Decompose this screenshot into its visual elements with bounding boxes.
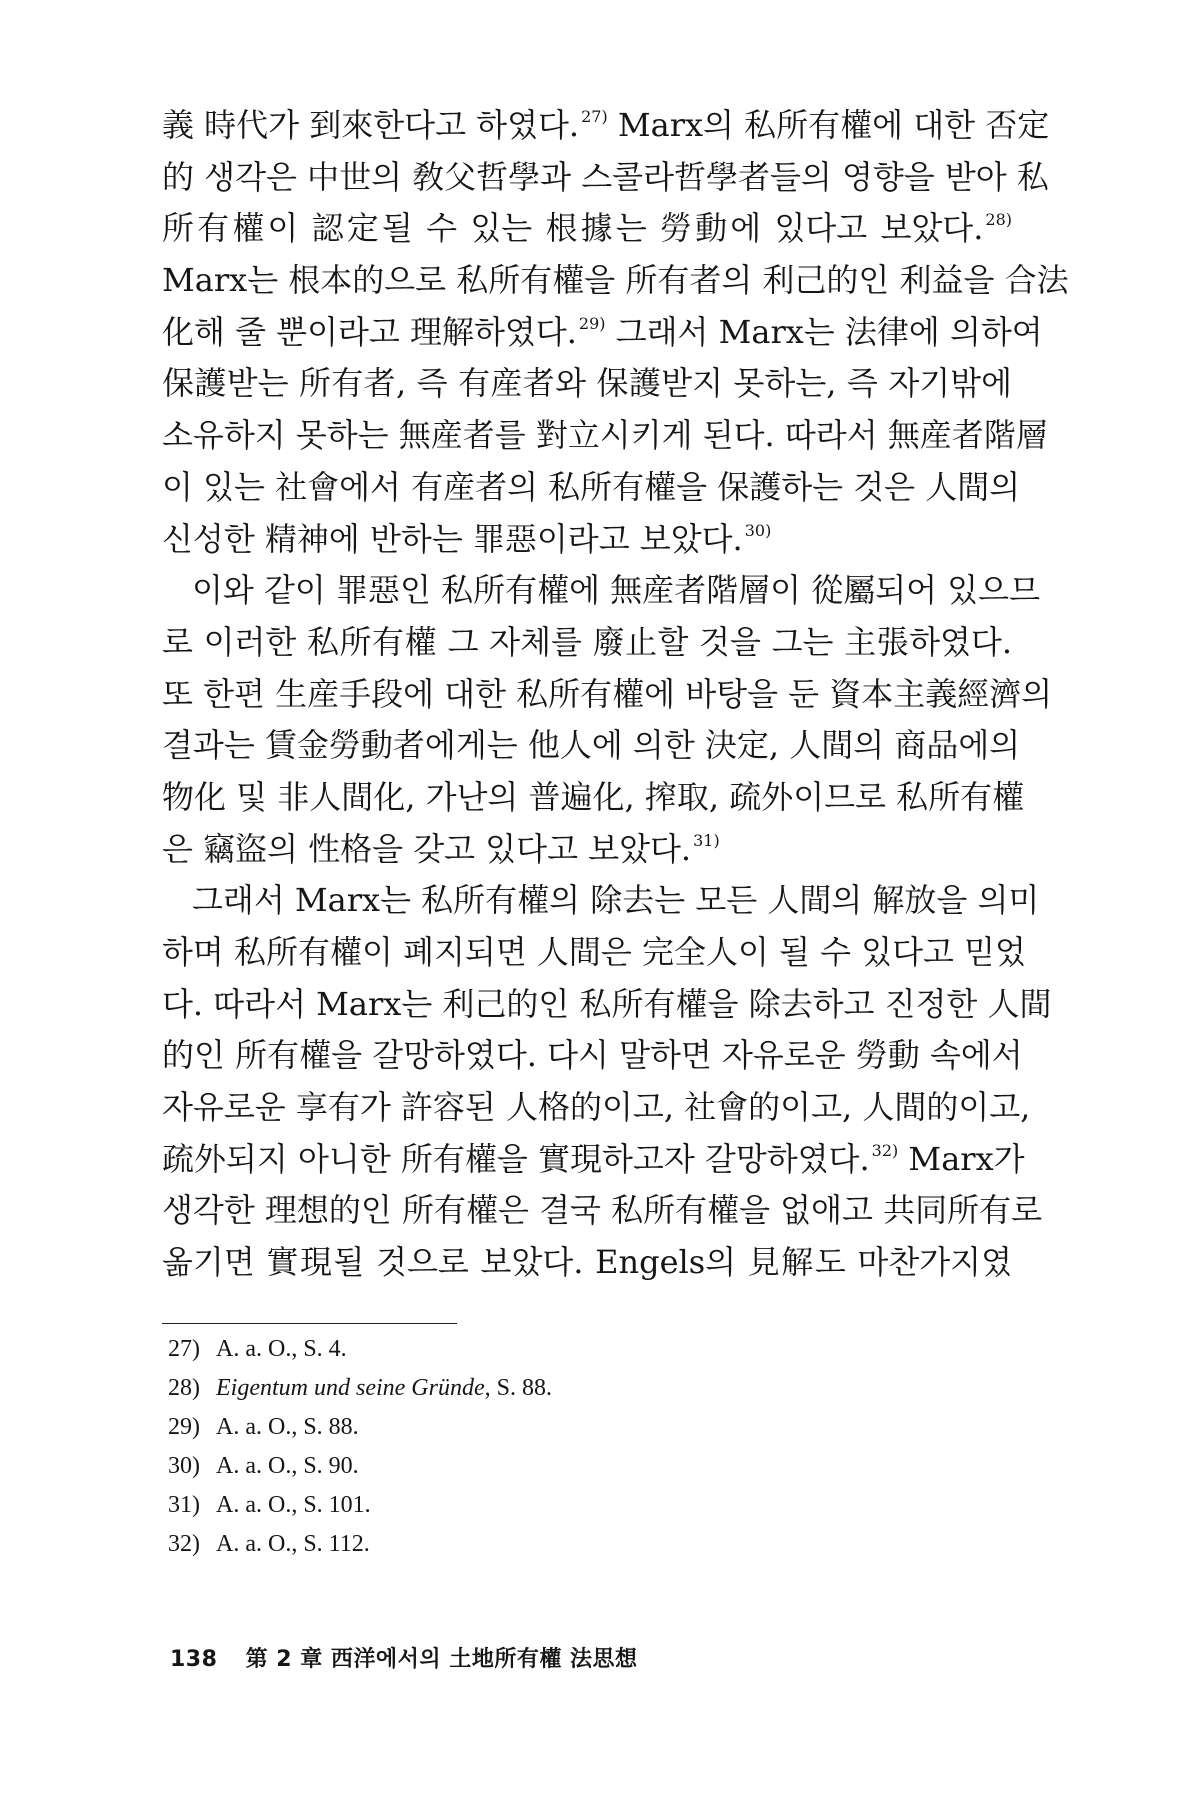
chapter-title: 西洋에서의 土地所有權 法思想 xyxy=(330,1647,638,1672)
text-line: 자유로운 享有가 許容된 人格的이고, 社會的이고, 人間的이고, xyxy=(162,1088,1031,1127)
text-line: 옮기면 實現될 것으로 보았다. Engels의 見解도 마찬가지였 xyxy=(162,1243,1012,1282)
text-line: 결과는 賃金勞動者에게는 他人에 의한 決定, 人間의 商品에의 xyxy=(162,726,1021,765)
chapter-label: 第 2 章 xyxy=(245,1647,323,1672)
text-line: 疏外되지 아니한 所有權을 實現하고자 갈망하였다. $^{32)}$ Marx가 xyxy=(162,1139,1025,1178)
text-line: 保護받는 所有者, 즉 有産者와 保護받지 못하는, 즉 자기밖에 xyxy=(162,364,1012,403)
text-line: 하며 私所有權이 폐지되면 人間은 完全人이 될 수 있다고 믿었 xyxy=(162,933,1026,971)
text-line: 신성한 精神에 반하는 罪惡이라고 보았다. $^{30)}$ xyxy=(162,519,772,558)
footnote-item xyxy=(168,1408,552,1447)
footnote-text: A. a. O., S. 90. xyxy=(216,1453,359,1479)
footnote-ref: 30) xyxy=(744,520,772,540)
footnote-number: 30) xyxy=(168,1453,200,1479)
footnote-ref: 32) xyxy=(871,1140,899,1160)
text-line: 소유하지 못하는 無産者를 對立시키게 된다. 따라서 無産者階層 xyxy=(162,416,1048,455)
text-line: 化해 줄 뿐이라고 理解하였다. $^{29)}$ 그래서 Marx는 法律에 의하여 xyxy=(162,312,1043,351)
footnotes xyxy=(168,1330,552,1564)
footnote-text: A. a. O., S. 101. xyxy=(216,1492,371,1518)
footnote-ref: 29) xyxy=(578,313,606,333)
body-text xyxy=(162,100,1069,1289)
text-line: 的인 所有權을 갈망하였다. 다시 말하면 자유로운 勞動 속에서 xyxy=(162,1036,1023,1075)
text-line: 的 생각은 中世의 敎父哲學과 스콜라哲學者들의 영향을 받아 私 xyxy=(162,157,1049,196)
text-line: 로 이러한 私所有權 그 자체를 廢止할 것을 그는 主張하였다. xyxy=(162,622,1012,661)
footnote-ref: 28) xyxy=(985,210,1012,230)
footnote-number: 27) xyxy=(168,1336,200,1362)
footnote-text: A. a. O., S. 112. xyxy=(216,1531,370,1557)
footnote-ref: 31) xyxy=(693,830,720,850)
text-line: 義 時代가 到來한다고 하였다. $^{27)}$ Marx의 私所有權에 대한 否定 xyxy=(162,106,1050,144)
footnote-item xyxy=(168,1447,552,1486)
footnote-number: 28) xyxy=(168,1375,200,1401)
text-line: 物化 및 非人間化, 가난의 普遍化, 搾取, 疏外이므로 私所有權 xyxy=(162,777,1025,816)
running-footer xyxy=(170,1642,638,1673)
text-line: 다. 따라서 Marx는 利己的인 私所有權을 除去하고 진정한 人間 xyxy=(162,984,1052,1023)
footnote-item xyxy=(168,1369,552,1408)
page-number: 138 xyxy=(170,1647,218,1672)
text-line: 이와 같이 罪惡인 私所有權에 無産者階層이 從屬되어 있으므 xyxy=(192,571,1040,610)
text-line: 생각한 理想的인 所有權은 결국 私所有權을 없애고 共同所有로 xyxy=(162,1191,1042,1230)
footnote-divider xyxy=(162,1323,457,1324)
footnote-item xyxy=(168,1330,552,1369)
footnote-number: 32) xyxy=(168,1531,200,1557)
text-line: Marx는 根本的으로 私所有權을 所有者의 利己的인 利益을 合法 xyxy=(162,261,1069,300)
footnote-number: 31) xyxy=(168,1492,200,1518)
footnote-text: , S. 88. xyxy=(484,1375,552,1401)
text-line: 은 竊盜의 性格을 갖고 있다고 보았다. $^{31)}$ xyxy=(162,829,720,868)
footnote-number: 29) xyxy=(168,1414,200,1440)
footnote-text: A. a. O., S. 4. xyxy=(216,1336,347,1362)
footnote-item xyxy=(168,1525,552,1564)
footnote-ref: 27) xyxy=(581,107,608,126)
footnote-title: Eigentum und seine Gründe xyxy=(216,1375,485,1401)
text-line: 이 있는 社會에서 有産者의 私所有權을 保護하는 것은 人間의 xyxy=(162,467,1021,506)
footnote-item xyxy=(168,1486,552,1525)
text-line: 또 한편 生産手段에 대한 私所有權에 바탕을 둔 資本主義經濟의 xyxy=(162,674,1053,713)
text-line: 所有權이 認定될 수 있는 根據는 勞動에 있다고 보았다. $^{28)}$ xyxy=(162,209,1012,248)
footnote-text: A. a. O., S. 88. xyxy=(216,1414,359,1440)
text-line: 그래서 Marx는 私所有權의 除去는 모든 人間의 解放을 의미 xyxy=(192,881,1040,920)
